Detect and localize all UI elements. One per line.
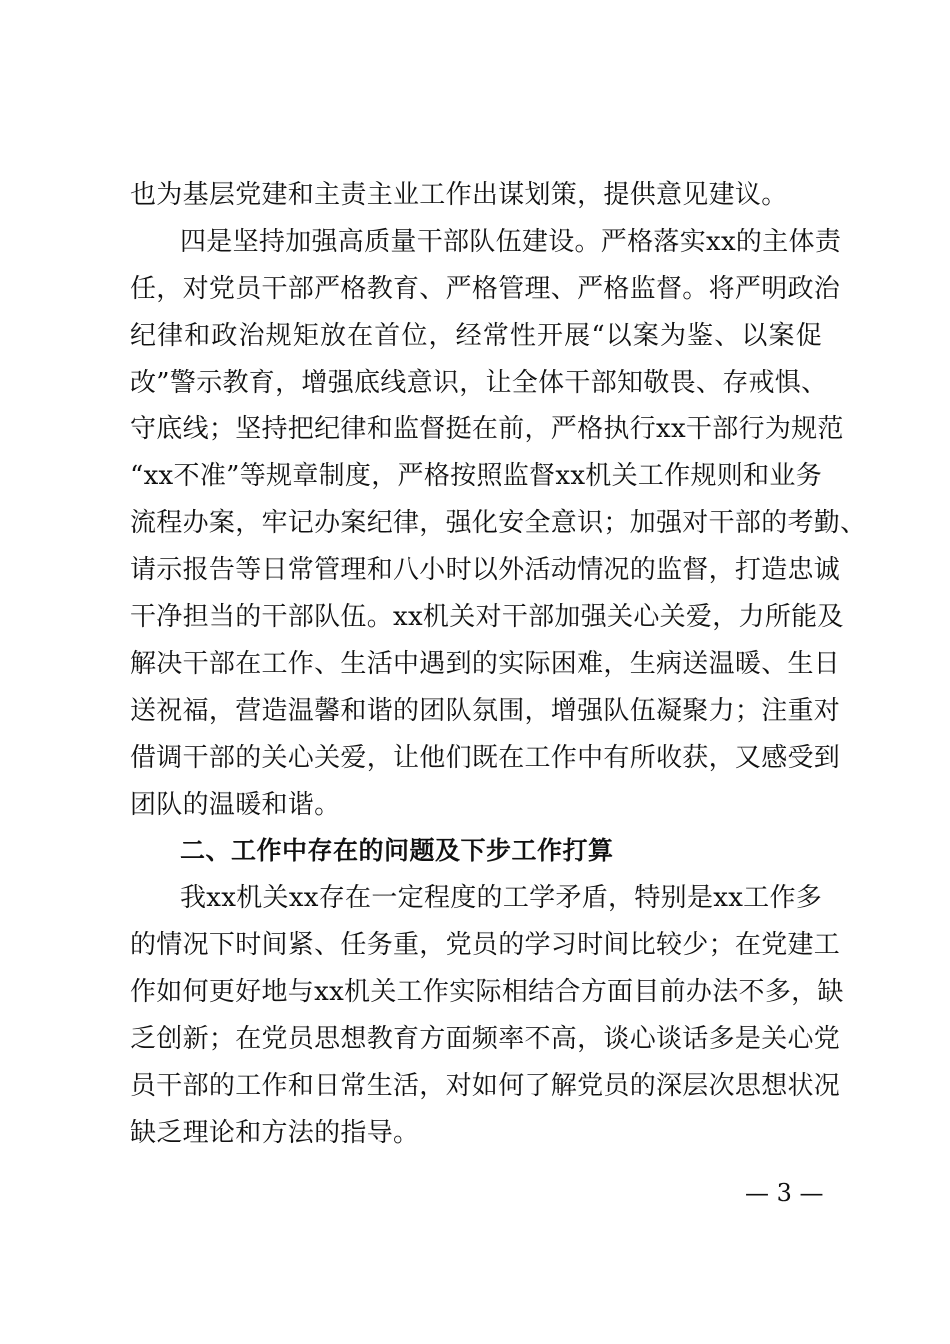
paragraph-line: 纪律和政治规矩放在首位，经常性开展“以案为鉴、以案促 [130,320,822,351]
paragraph-line: 借调干部的关心关爱，让他们既在工作中有所收获，又感受到 [130,742,841,773]
body-text [130,172,867,1157]
paragraph-line: 缺乏理论和方法的指导。 [130,1117,420,1148]
paragraph-line: 流程办案，牢记办案纪律，强化安全意识；加强对干部的考勤、 [130,508,867,539]
paragraph-line: 解决干部在工作、生活中遇到的实际困难，生病送温暖、生日 [130,648,841,679]
paragraph-line: 守底线；坚持把纪律和监督挺在前，严格执行xx干部行为规范 [130,414,844,445]
paragraph-line: 任，对党员干部严格教育、严格管理、严格监督。将严明政治 [130,273,841,304]
paragraph-line: 员干部的工作和日常生活，对如何了解党员的深层次思想状况 [130,1070,841,1101]
paragraph-line: 请示报告等日常管理和八小时以外活动情况的监督，打造忠诚 [130,555,841,586]
paragraph-line: 作如何更好地与xx机关工作实际相结合方面目前办法不多，缺 [130,977,844,1008]
paragraph-line: 乏创新；在党员思想教育方面频率不高，谈心谈话多是关心党 [130,1024,841,1055]
paragraph-line: 的情况下时间紧、任务重，党员的学习时间比较少；在党建工 [130,930,841,961]
paragraph-line: 四是坚持加强高质量干部队伍建设。严格落实xx的主体责 [180,226,842,257]
page-number: — 3 — [745,1179,824,1207]
paragraph-line: 改”警示教育，增强底线意识，让全体干部知敬畏、存戒惧、 [130,367,828,398]
paragraph-line: 也为基层党建和主责主业工作出谋划策，提供意见建议。 [130,180,788,210]
paragraph-line: “xx不准”等规章制度，严格按照监督xx机关工作规则和业务 [130,461,822,492]
paragraph-line: 干净担当的干部队伍。xx机关对干部加强关心关爱，力所能及 [130,602,844,633]
paragraph-line: 团队的温暖和谐。 [130,789,341,820]
paragraph-line: 我xx机关xx存在一定程度的工学矛盾，特别是xx工作多 [180,883,823,914]
section-heading: 二、工作中存在的问题及下步工作打算 [180,836,614,866]
paragraph-line: 送祝福，营造温馨和谐的团队氛围，增强队伍凝聚力；注重对 [130,695,841,726]
